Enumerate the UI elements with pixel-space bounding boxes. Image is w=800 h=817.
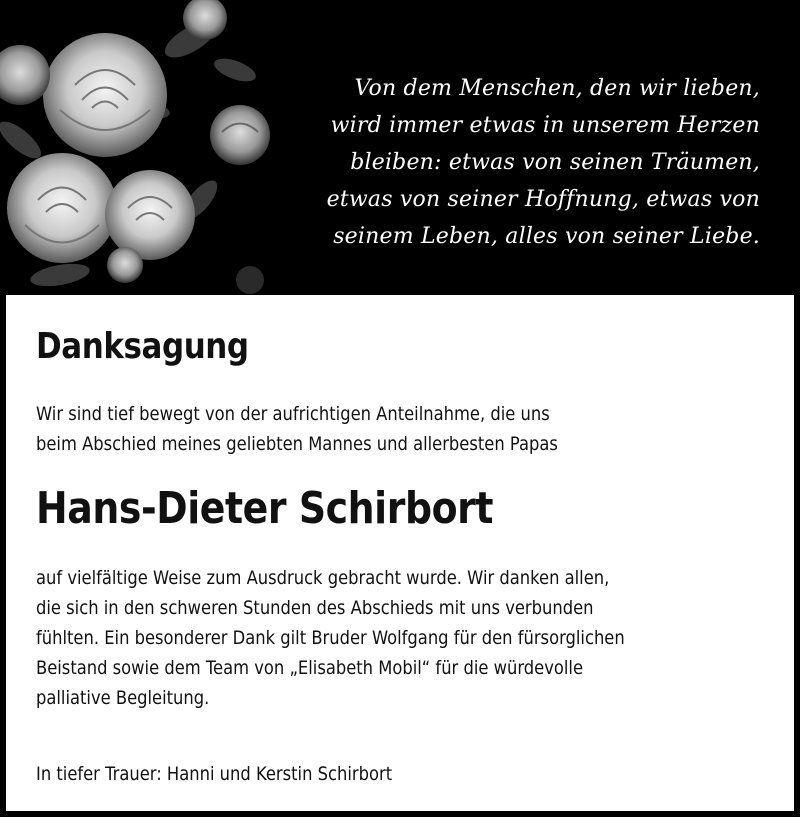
body-line: fühlten. Ein besonderer Dank gilt Bruder Wolfgang für den fürsorglichen xyxy=(36,627,625,649)
intro-text xyxy=(36,399,690,459)
body-line: palliative Begleitung. xyxy=(36,687,210,709)
signature: In tiefer Trauer: Hanni und Kerstin Schirbort xyxy=(36,763,393,785)
body-line: die sich in den schweren Stunden des Abschieds mit uns verbunden xyxy=(36,597,594,619)
quote-line: etwas von seiner Hoffnung, etwas von xyxy=(326,187,760,212)
quote-line: wird immer etwas in unserem Herzen xyxy=(330,113,760,138)
intro-line: Wir sind tief bewegt von der aufrichtigen Anteilnahme, die uns xyxy=(36,403,550,425)
quote-line: seinem Leben, alles von seiner Liebe. xyxy=(333,224,760,249)
quote-line: Von dem Menschen, den wir lieben, xyxy=(354,76,760,101)
memorial-quote xyxy=(280,70,760,255)
notice-heading: Danksagung xyxy=(36,326,249,367)
body-text xyxy=(36,563,776,713)
body-line: Beistand sowie dem Team von „Elisabeth Mobil“ für die würdevolle xyxy=(36,657,584,679)
body-line: auf vielfältige Weise zum Ausdruck gebracht wurde. Wir danken allen, xyxy=(36,567,610,589)
intro-line: beim Abschied meines geliebten Mannes und allerbesten Papas xyxy=(36,433,558,455)
roses-image xyxy=(0,0,290,295)
header-banner xyxy=(0,0,800,295)
notice-panel xyxy=(6,295,794,811)
quote-line: bleiben: etwas von seinen Träumen, xyxy=(350,150,760,175)
deceased-name: Hans-Dieter Schirbort xyxy=(36,483,494,534)
